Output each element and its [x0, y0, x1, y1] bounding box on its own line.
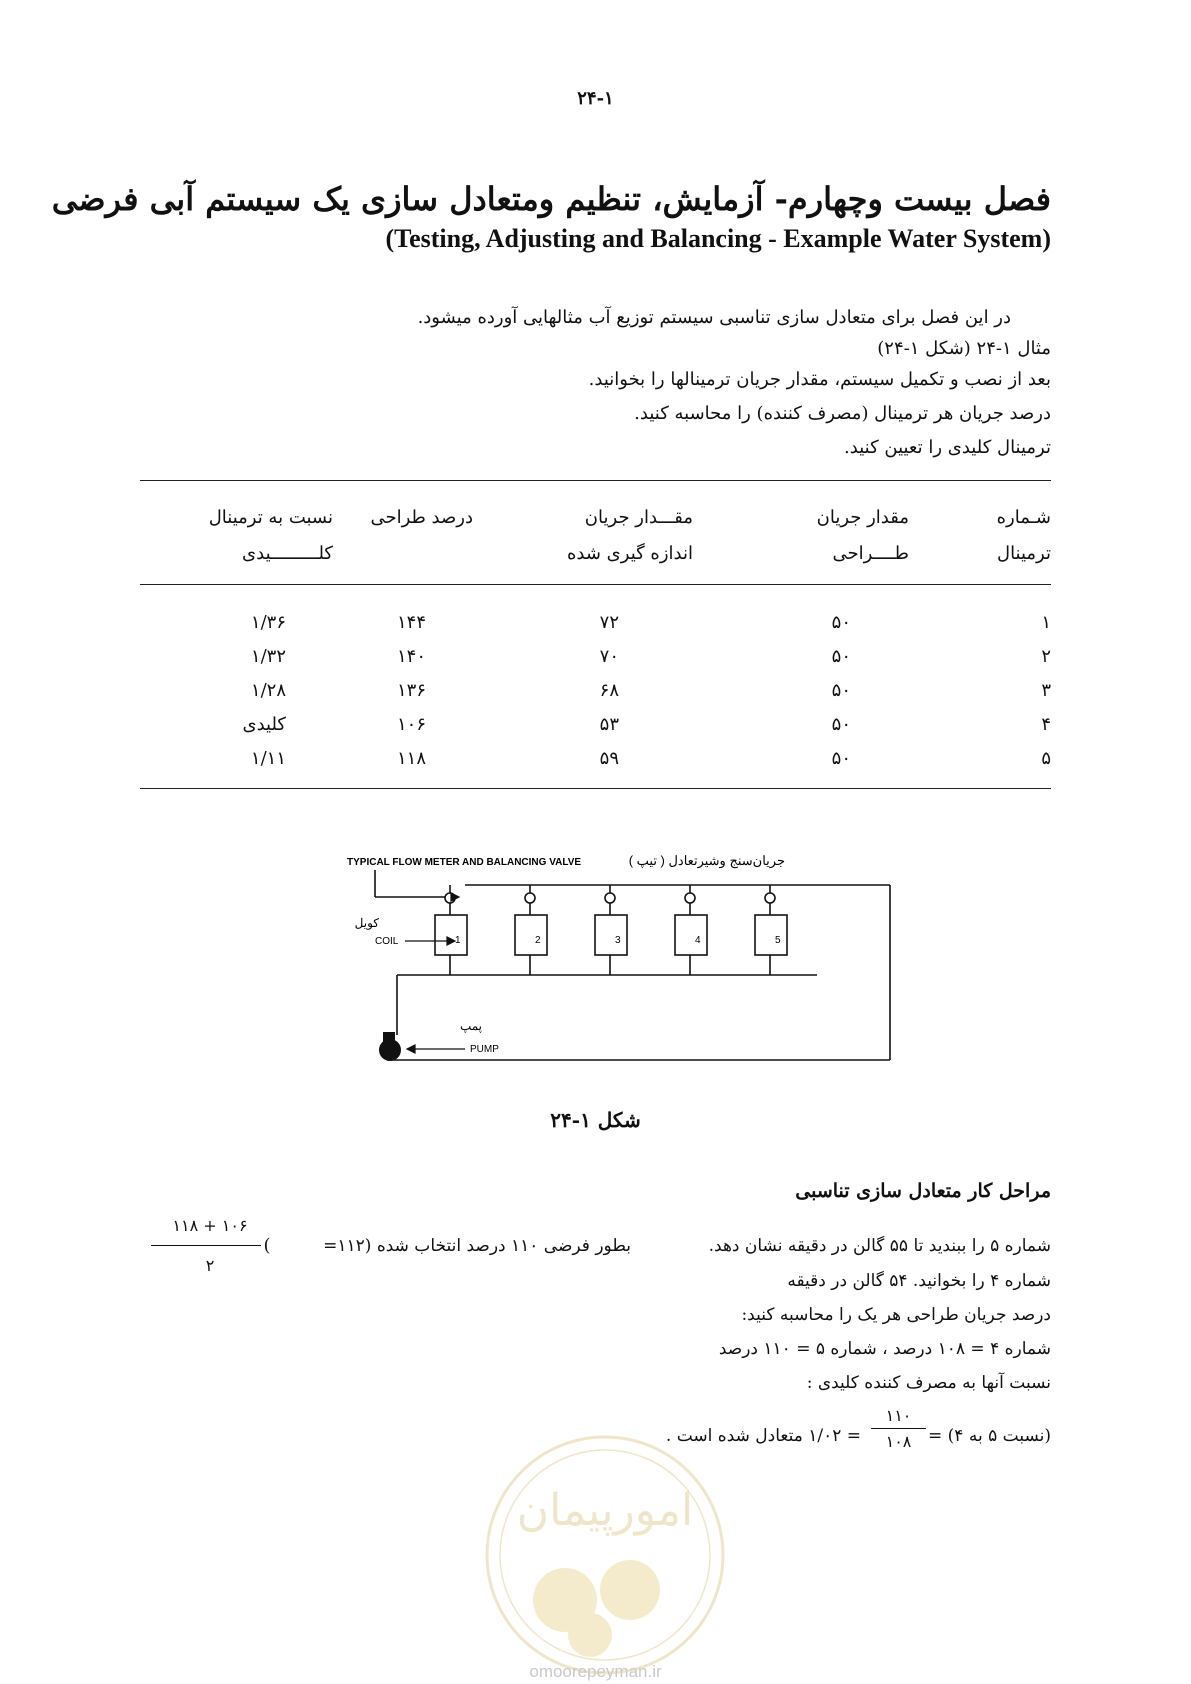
- chapter-title-en: (Testing, Adjusting and Balancing - Example Water System): [385, 224, 1051, 253]
- table-cell-measured-flow: ۵۹: [599, 748, 619, 769]
- coil-unit-number: 4: [695, 935, 701, 946]
- step-line-4: شماره ۴ = ۱۰۸ درصد ، شماره ۵ = ۱۱۰ درصد: [718, 1339, 1051, 1359]
- coil-label: COIL: [375, 936, 399, 947]
- table-cell-ratio: ۱/۱۱: [250, 748, 286, 769]
- table-cell-percent: ۱۰۶: [396, 714, 426, 735]
- coil-box: [675, 915, 707, 955]
- table-cell-design-flow: ۵۰: [831, 714, 851, 735]
- table-cell-ratio: کلیدی: [242, 714, 286, 735]
- table-cell-terminal: ۳: [1041, 680, 1051, 701]
- table-top-rule: [140, 480, 1051, 481]
- coil-unit: [675, 885, 707, 975]
- balancing-valve-icon: [685, 893, 695, 903]
- table-cell-percent: ۱۳۶: [396, 680, 426, 701]
- coil-unit-number: 3: [615, 935, 621, 946]
- coil-label-fa: کویل: [354, 916, 379, 930]
- coil-unit: [595, 885, 627, 975]
- watermark-url: omoorepeyman.ir: [529, 1662, 662, 1681]
- table-cell-terminal: ۴: [1041, 714, 1051, 735]
- step-line-5: نسبت آنها به مصرف کننده کلیدی :: [806, 1373, 1051, 1393]
- table-cell-ratio: ۱/۳۲: [250, 646, 286, 667]
- table-cell-terminal: ۱: [1041, 612, 1051, 633]
- table-cell-design-flow: ۵۰: [831, 646, 851, 667]
- header-terminal-1: شـماره: [996, 507, 1051, 528]
- header-design-flow-1: مقدار جریان: [816, 507, 909, 528]
- table-cell-design-flow: ۵۰: [831, 612, 851, 633]
- steps-heading: مراحل کار متعادل سازی تناسبی: [795, 1180, 1051, 1202]
- step-line-1-note: بطور فرضی ۱۱۰ درصد انتخاب شده (۱۱۲=: [323, 1236, 631, 1256]
- intro-line-2: مثال ۱-۲۴ (شکل ۱-۲۴): [877, 338, 1051, 359]
- table-header-rule: [140, 584, 1051, 585]
- step-line-6-start: (نسبت ۵ به ۴) =: [928, 1426, 1051, 1446]
- coil-unit-number: 5: [775, 935, 781, 946]
- header-measured-flow-1: مقـــدار جریان: [584, 507, 693, 528]
- header-design-flow-2: طــــراحی: [832, 543, 909, 564]
- watermark-logo: [480, 1430, 730, 1680]
- flow-meter-label: TYPICAL FLOW METER AND BALANCING VALVE: [347, 857, 582, 868]
- step-line-1: شماره ۵ را ببندید تا ۵۵ گالن در دقیقه نشان دهد.: [708, 1236, 1051, 1256]
- coil-units: [435, 885, 787, 975]
- pump-label: PUMP: [470, 1044, 499, 1055]
- page-number: ۲۴-۱: [577, 88, 614, 109]
- table-cell-terminal: ۲: [1041, 646, 1051, 667]
- step-line-3: درصد جریان طراحی هر یک را محاسبه کنید:: [741, 1305, 1051, 1325]
- fraction-1-numerator: ۱۰۶ + ۱۱۸: [172, 1216, 248, 1235]
- fraction-1: ۱۰۶ + ۱۱۸ ) ۲: [140, 1216, 280, 1275]
- header-measured-flow-2: اندازه گیری شده: [566, 543, 693, 564]
- balancing-valve-icon: [525, 893, 535, 903]
- table-cell-ratio: ۱/۲۸: [250, 680, 286, 701]
- coil-unit-number: 1: [455, 935, 461, 946]
- table-cell-measured-flow: ۵۳: [599, 714, 619, 735]
- table-cell-measured-flow: ۷۰: [599, 646, 619, 667]
- table-cell-design-flow: ۵۰: [831, 680, 851, 701]
- fraction-2-numerator: ۱۱۰: [885, 1406, 912, 1425]
- coil-unit: [755, 885, 787, 975]
- intro-line-1: در این فصل برای متعادل سازی تناسبی سیستم توزیع آب مثالهایی آورده میشود.: [417, 307, 1011, 328]
- table-cell-terminal: ۵: [1041, 748, 1051, 769]
- header-key-ratio-1: نسبت به ترمینال: [208, 507, 333, 528]
- chapter-title-fa: فصل بیست وچهارم- آزمایش، تنظیم ومتعادل سازی یک سیستم آبی فرضی: [51, 180, 1051, 218]
- coil-box: [435, 915, 467, 955]
- balancing-valve-icon: [605, 893, 615, 903]
- flow-meter-label-fa: جریان‌سنج وشیرتعادل ( تیپ ): [628, 853, 785, 868]
- table-bottom-rule: [140, 788, 1051, 789]
- fraction-1-denominator: ۲: [205, 1256, 215, 1275]
- coil-box: [755, 915, 787, 955]
- step-line-6-end: = ۱/۰۲ متعادل شده است .: [665, 1426, 861, 1446]
- coil-box: [595, 915, 627, 955]
- figure-caption: شکل ۱-۲۴: [550, 1108, 641, 1132]
- table-cell-percent: ۱۴۰: [396, 646, 426, 667]
- intro-line-5: ترمینال کلیدی را تعیین کنید.: [844, 437, 1051, 458]
- intro-line-4: درصد جریان هر ترمینال (مصرف کننده) را محاسبه کنید.: [634, 403, 1051, 424]
- header-design-percent: درصد طراحی: [370, 507, 473, 528]
- header-terminal-2: ترمینال: [996, 543, 1051, 564]
- intro-line-3: بعد از نصب و تکمیل سیستم، مقدار جریان ترمینالها را بخوانید.: [588, 369, 1051, 390]
- step-line-2: شماره ۴ را بخوانید. ۵۴ گالن در دقیقه: [787, 1271, 1051, 1291]
- fraction-2-denominator: ۱۰۸: [885, 1432, 912, 1451]
- pump-icon: [379, 1032, 401, 1061]
- header-key-ratio-2: کلـــــــــیدی: [242, 543, 333, 564]
- pump-label-fa: پمپ: [459, 1019, 482, 1033]
- table-cell-measured-flow: ۷۲: [599, 612, 619, 633]
- table-cell-percent: ۱۴۴: [396, 612, 426, 633]
- balancing-valve-icon: [765, 893, 775, 903]
- coil-unit-number: 2: [535, 935, 541, 946]
- watermark-logo-text: امورپیمان: [516, 1485, 694, 1536]
- piping-diagram: [345, 845, 905, 1075]
- table-cell-percent: ۱۱۸: [396, 748, 426, 769]
- table-cell-ratio: ۱/۳۶: [250, 612, 286, 633]
- table-cell-measured-flow: ۶۸: [599, 680, 619, 701]
- fraction-2: [871, 1406, 926, 1451]
- coil-unit: [515, 885, 547, 975]
- coil-box: [515, 915, 547, 955]
- table-cell-design-flow: ۵۰: [831, 748, 851, 769]
